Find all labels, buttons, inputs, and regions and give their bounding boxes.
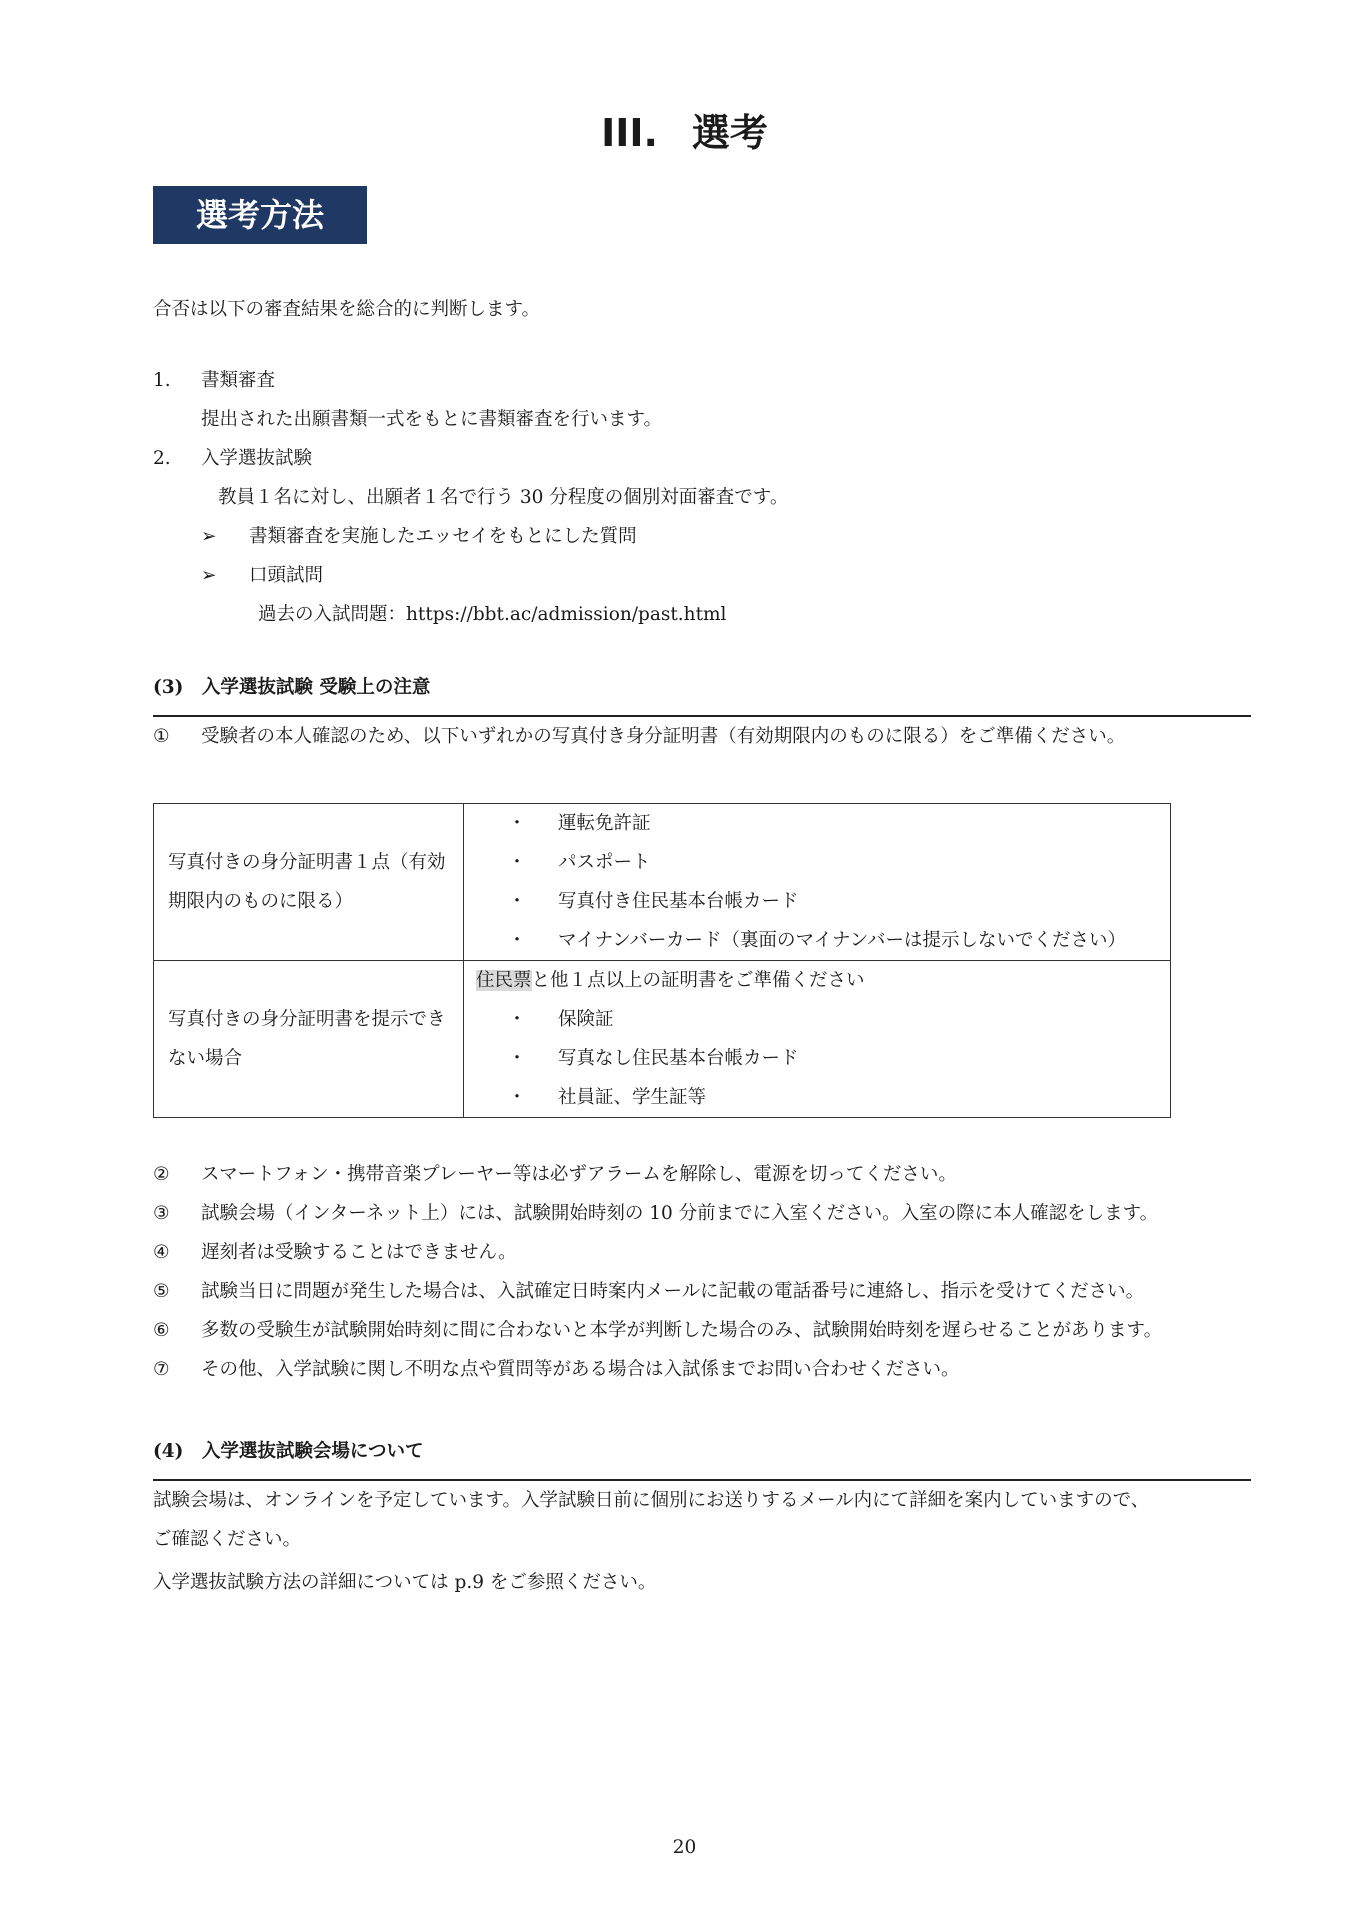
table-row bbox=[154, 804, 1171, 961]
sub-item-1 bbox=[201, 525, 637, 549]
note-6: ⑥ 多数の受験生が試験開始時刻に間に合わないと本学が判断した場合のみ、試験開始時刻を遅らせることがあります。 bbox=[153, 1320, 1163, 1341]
section-4-para-2: 入学選抜試験方法の詳細については p.9 をご参照ください。 bbox=[153, 1572, 657, 1593]
note-5: ⑤ 試験当日に問題が発生した場合は、入試確定日時案内メールに記載の電話番号に連絡し、指示を受けてください。 bbox=[153, 1281, 1145, 1302]
title-numeral: III. bbox=[601, 111, 658, 155]
table-row bbox=[154, 961, 1171, 1118]
item-2-desc: 教員１名に対し、出願者１名で行う 30 分程度の個別対面審査です。 bbox=[218, 487, 789, 508]
section-3-heading: (3) 入学選抜試験 受験上の注意 bbox=[153, 677, 431, 698]
note-7: ⑦ その他、入学試験に関し不明な点や質問等がある場合は入試係までお問い合わせください。 bbox=[153, 1359, 960, 1380]
highlighted-text: 住民票 bbox=[476, 970, 532, 991]
section-4-para-line-1: 試験会場は、オンラインを予定しています。入学試験日前に個別にお送りするメール内にて詳細を案内していますので、 bbox=[153, 1490, 1150, 1511]
item-1 bbox=[153, 369, 275, 393]
sub-item-2 bbox=[201, 564, 323, 588]
item-2-label: 入学選抜試験 bbox=[201, 448, 313, 469]
note-4: ④ 遅刻者は受験することはできません。 bbox=[153, 1242, 517, 1263]
item-1-desc: 提出された出願書類一式をもとに書類審査を行います。 bbox=[201, 409, 663, 430]
sub-item-1-text: 書類審査を実施したエッセイをもとにした質問 bbox=[249, 526, 637, 547]
row-2-intro: 住民票と他１点以上の証明書をご準備ください bbox=[476, 970, 865, 991]
id-document-table bbox=[153, 803, 1171, 1118]
item-2-number: 2. bbox=[153, 448, 171, 469]
note-1-number: ① bbox=[153, 726, 170, 747]
note-1-text: 受験者の本人確認のため、以下いずれかの写真付き身分証明書（有効期限内のものに限る）をご準備ください。 bbox=[201, 726, 1126, 747]
row-2-label: 写真付きの身分証明書を提示できない場合 bbox=[154, 961, 464, 1118]
row-1-label: 写真付きの身分証明書１点（有効期限内のものに限る） bbox=[154, 804, 464, 961]
list-item: ・ 写真付き住民基本台帳カード bbox=[507, 891, 799, 912]
section-badge: 選考方法 bbox=[153, 186, 367, 244]
list-item: ・ 社員証、学生証等 bbox=[507, 1087, 707, 1108]
past-exam-label: 過去の入試問題： bbox=[258, 604, 407, 625]
sub-item-2-text: 口頭試問 bbox=[249, 565, 324, 586]
section-4-heading: (4) 入学選抜試験会場について bbox=[153, 1441, 424, 1462]
section-3-rule bbox=[153, 715, 1251, 717]
past-exam-link[interactable]: https://bbt.ac/admission/past.html bbox=[406, 604, 727, 625]
item-2 bbox=[153, 447, 312, 471]
list-item: ・ 運転免許証 bbox=[507, 813, 651, 834]
page-number: 20 bbox=[672, 1837, 697, 1858]
title-text: 選考 bbox=[691, 111, 768, 155]
list-item: ・ 保険証 bbox=[507, 1009, 614, 1030]
item-1-number: 1. bbox=[153, 370, 171, 391]
arrow-bullet-icon: ➢ bbox=[201, 526, 217, 547]
past-exam-line bbox=[258, 603, 726, 627]
intro-text: 合否は以下の審査結果を総合的に判断します。 bbox=[153, 299, 541, 320]
item-1-label: 書類審査 bbox=[201, 370, 276, 391]
note-1 bbox=[153, 725, 1125, 749]
list-item: ・ 写真なし住民基本台帳カード bbox=[507, 1048, 799, 1069]
note-3: ③ 試験会場（インターネット上）には、試験開始時刻の 10 分前までに入室ください。入室の際に本人確認をします。 bbox=[153, 1203, 1159, 1224]
section-4-rule bbox=[153, 1479, 1251, 1481]
row-2-items bbox=[464, 961, 1171, 1118]
section-4-para-line-2: ご確認ください。 bbox=[153, 1529, 302, 1550]
row-1-items bbox=[464, 804, 1171, 961]
note-2: ② スマートフォン・携帯音楽プレーヤー等は必ずアラームを解除し、電源を切ってください。 bbox=[153, 1164, 957, 1185]
list-item: ・ パスポート bbox=[507, 852, 651, 873]
page-title bbox=[0, 108, 1369, 158]
arrow-bullet-icon: ➢ bbox=[201, 565, 217, 586]
list-item: ・ マイナンバーカード（裏面のマイナンバーは提示しないでください） bbox=[507, 930, 1126, 951]
